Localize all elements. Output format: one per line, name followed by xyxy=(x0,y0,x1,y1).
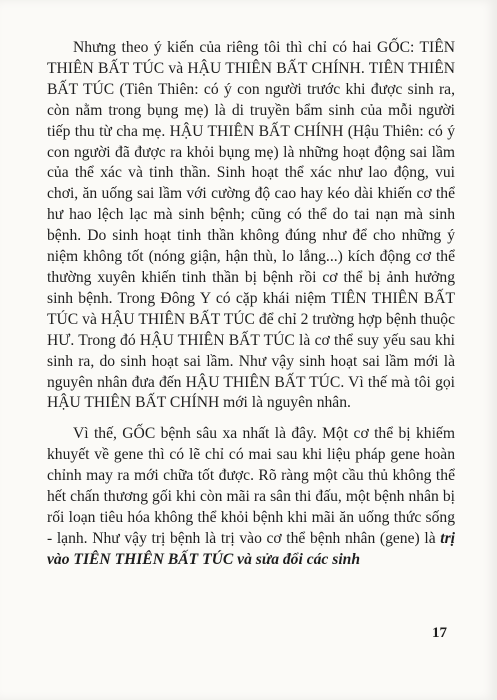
paragraph-2 xyxy=(47,424,455,570)
paragraph-2-text: Vì thế, GỐC bệnh sâu xa nhất là đây. Một cơ thể bị khiếm khuyết về gene thì có lẽ chỉ có mai sau khi liệu pháp gene hoàn chỉnh may ra mới chữa tốt được. Rõ ràng một cầu thủ không thể hết chấn thương gối khi còn mãi ra sân thi đấu, một bệnh nhân bị rối loạn tiêu hóa không thể khỏi bệnh khi mãi ăn uống thức sống - lạnh. Như vậy trị bệnh là trị vào cơ thể bệnh nhân (gene) là xyxy=(47,425,455,547)
page-number: 17 xyxy=(432,625,447,641)
body-text xyxy=(47,38,455,581)
emphasis-text: trị vào TIÊN THIÊN BẤT TÚC và sửa đổi các sinh xyxy=(47,529,455,568)
paragraph-1: Nhưng theo ý kiến của riêng tôi thì chỉ có hai GỐC: TIÊN THIÊN BẤT TÚC và HẬU THIÊN BẤT CHÍNH. TIÊN THIÊN BẤT TÚC (Tiên Thiên: có ý con người trước khi được sinh ra, còn nằm trong bụng mẹ) là di truyền bẩm sinh của mỗi người tiếp thu từ cha mẹ. HẬU THIÊN BẤT CHÍNH (Hậu Thiên: có ý con người đã được ra khỏi bụng mẹ) là những hoạt động sai lầm của thể xác và tinh thần. Sinh hoạt thể xác như lao động, vui chơi, ăn uống sai lầm với cường độ cao hay kéo dài khiến cơ thể hư hao lệch lạc mà sinh bệnh; cũng có thể do tai nạn mà sinh bệnh. Do sinh hoạt tinh thần không đúng như để cho những ý niệm không tốt (nóng giận, hận thù, lo lắng...) kích động cơ thể thường xuyên khiến tinh thần bị bệnh rồi cơ thể bị ảnh hưởng sinh bệnh. Trong Đông Y có cặp khái niệm TIÊN THIÊN BẤT TÚC và HẬU THIÊN BẤT TÚC để chỉ 2 trường hợp bệnh thuộc HƯ. Trong đó HẬU THIÊN BẤT TÚC là cơ thể suy yếu sau khi sinh ra, do sinh hoạt sai lầm. Như vậy sinh hoạt sai lầm mới là nguyên nhân đưa đến HẬU THIÊN BẤT TÚC. Vì thế mà tôi gọi HẬU THIÊN BẤT CHÍNH mới là nguyên nhân. xyxy=(47,39,455,412)
